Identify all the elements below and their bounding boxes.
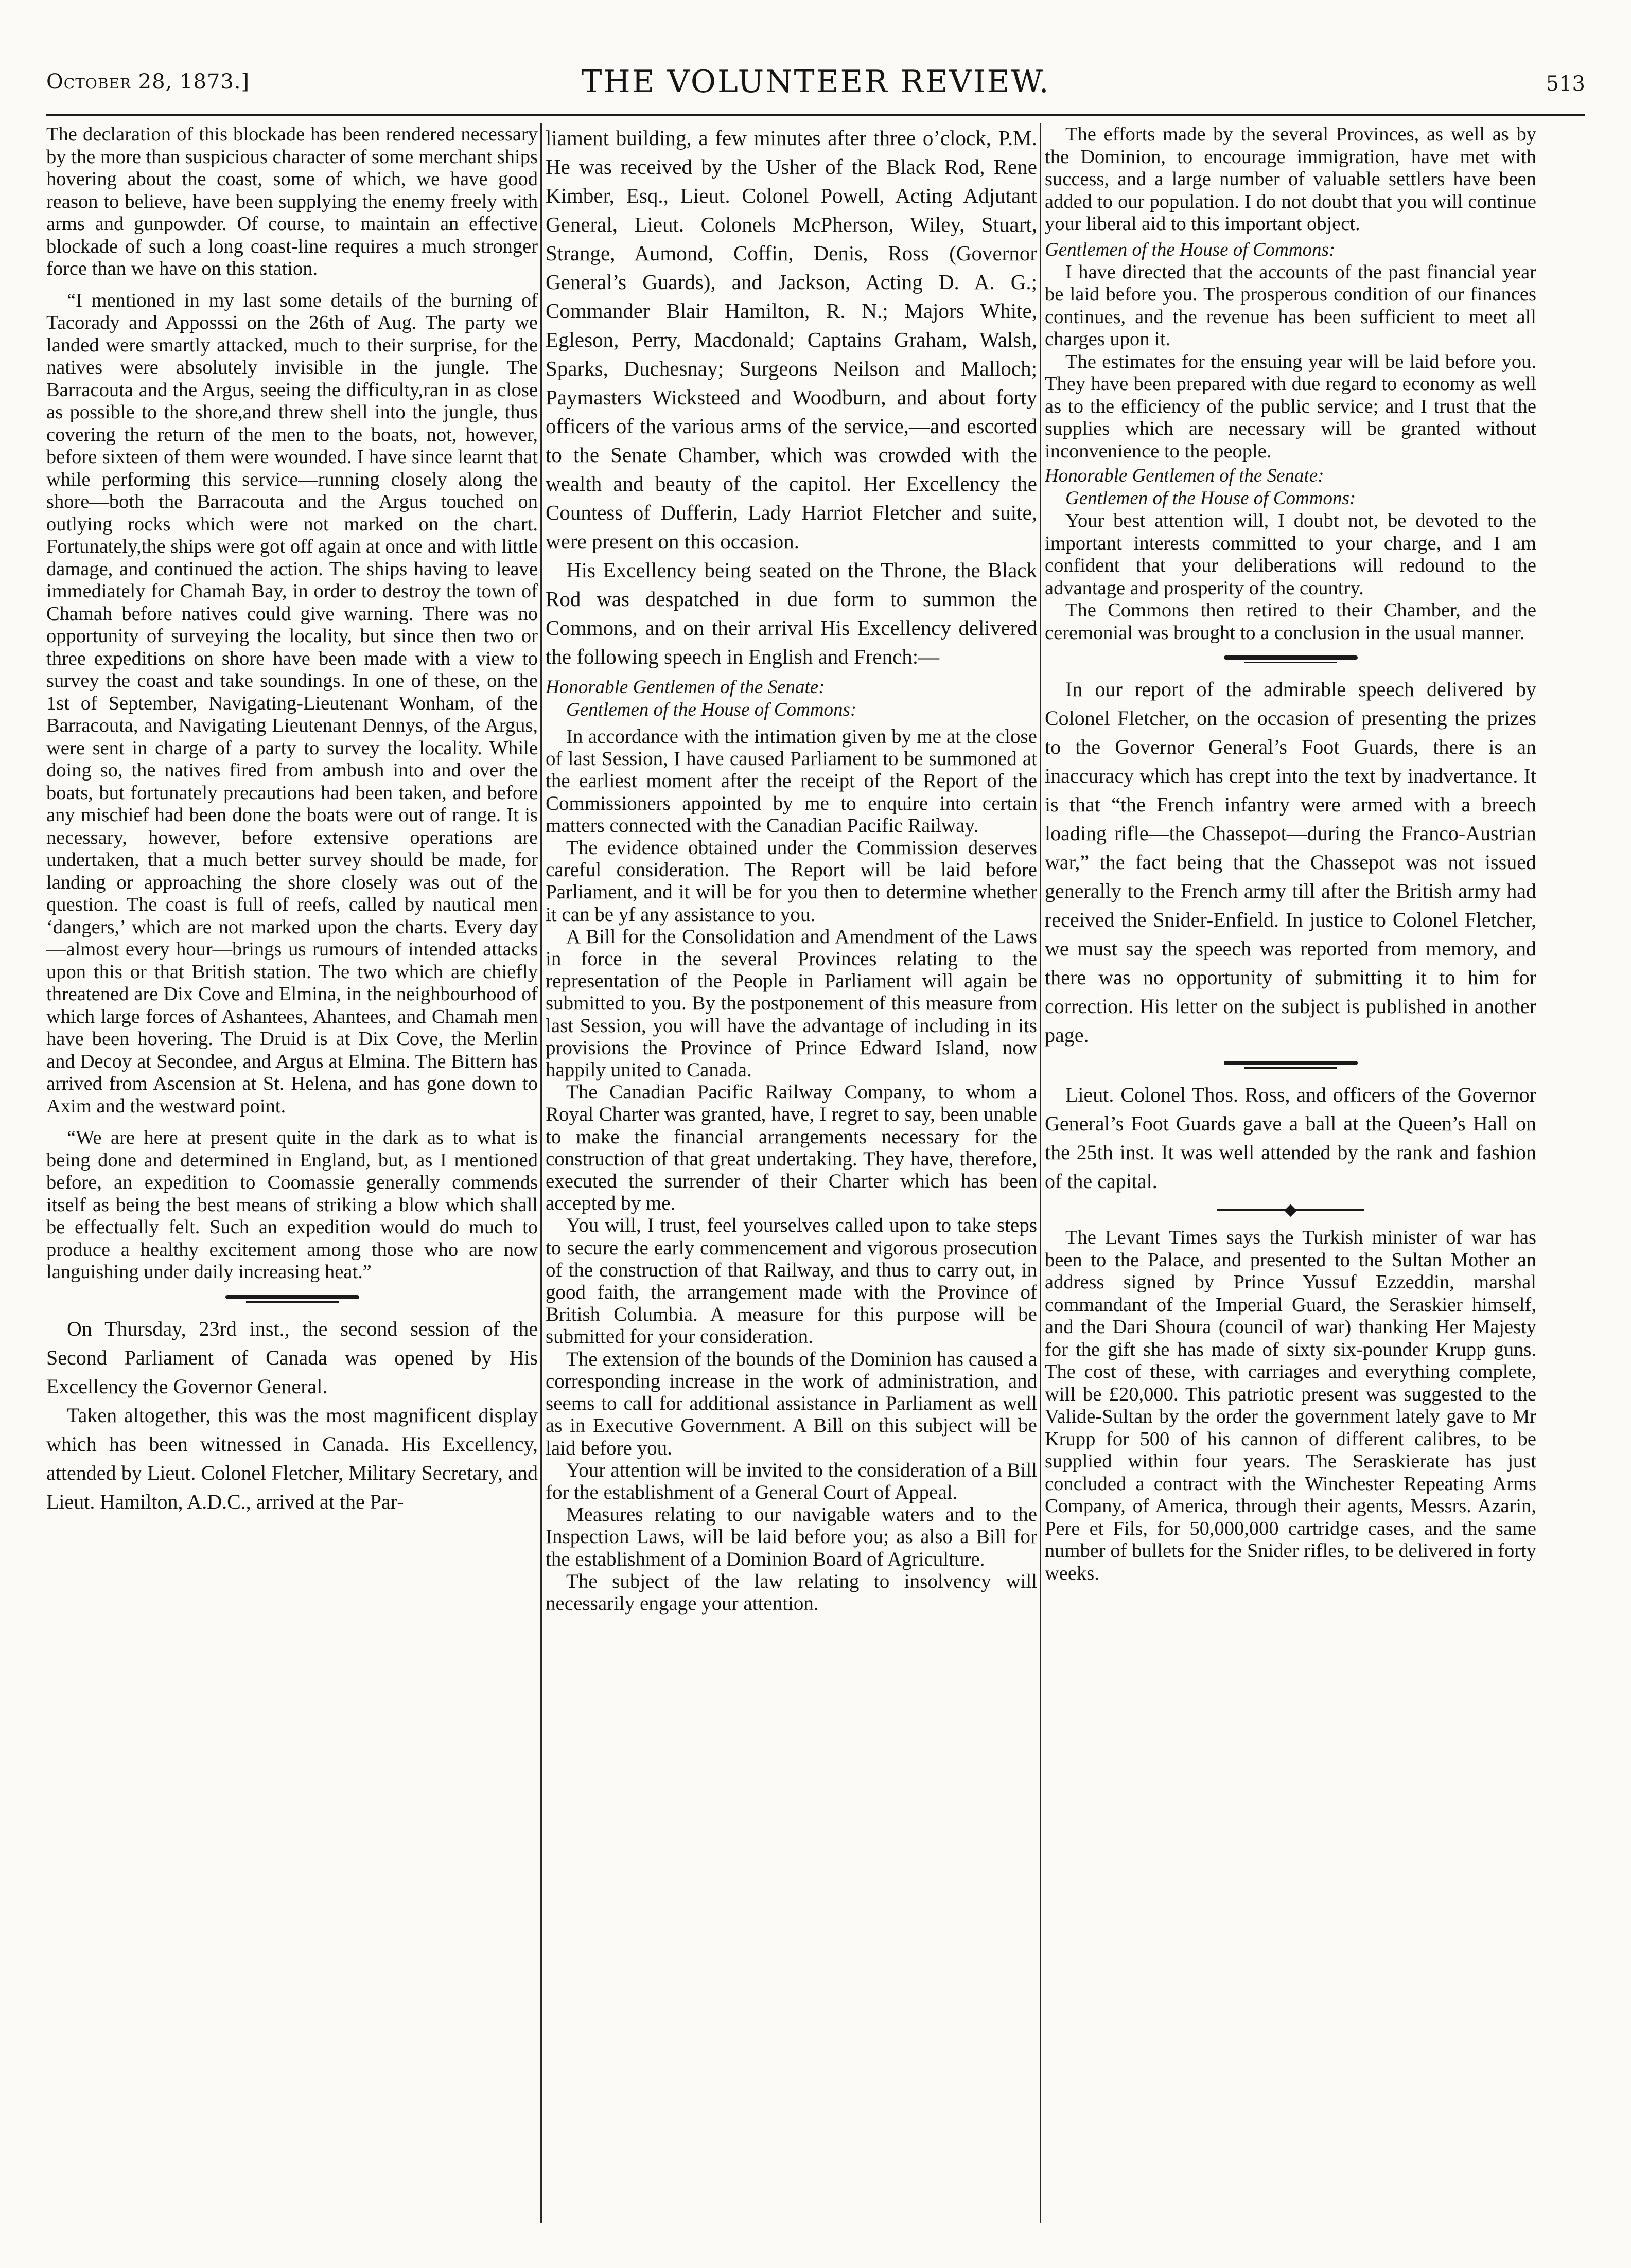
speech-paragraph: A Bill for the Consolidation and Amendment of the Laws in force in the several Provinces relating to the representation of the People in Parliament will again be submitted to you. By the postponement of this measure from last Session, you will have the advantage of including in its provisions the Province of Prince Edward Island, now happily united to Canada. <box>546 925 1037 1082</box>
section-separator <box>46 1284 538 1315</box>
article-paragraph: The Levant Times says the Turkish minister of war has been to the Palace, and presented to the Sultan Mother an address signed by Prince Yussuf Ezzeddin, marshal commandant of the Imperial Guard, the Seraskier himself, and the Dari Shoura (council of war) thanking Her Majesty for the gift she has made of sixty six-pounder Krupp guns. The cost of these, with carriages and everything complete, will be £20,000. This patriotic present was suggested to the Valide-Sultan by the order the government lately gave to Mr Krupp for 500 of his cannon of different calibres, to be supplied within four years. The Seraskierate has just concluded a contract with the Winchester Repeating Arms Company, of America, through their agents, Messrs. Azarin, Pere et Fils, for 50,000,000 cartridge cases, and the same number of bullets for the Snider rifles, to be delivered in forty weeks. <box>1045 1227 1536 1584</box>
speech-paragraph: The subject of the law relating to insolvency will necessarily engage your attention. <box>546 1570 1037 1615</box>
page-number: 513 <box>1546 72 1585 96</box>
page-header <box>46 61 1585 107</box>
article-paragraph: In our report of the admirable speech delivered by Colonel Fletcher, on the occasion of presenting the prizes to the Governor General’s Foot Guards, there is an inaccuracy which has crept into the text by inadvertance. It is that “the French infantry were armed with a breech loading rifle—the Chassepot—during the Franco-Austrian war,” the fact being that the Chassepot was not issued generally to the French army till after the British army had received the Snider-Enfield. In justice to Colonel Fletcher, we must say the speech was reported from memory, and there was no opportunity of submitting it to him for correction. His letter on the subject is published in another page. <box>1045 678 1536 1047</box>
speech-salutation: Gentlemen of the House of Commons: <box>1045 239 1336 260</box>
article-paragraph: Taken altogether, this was the most magnificent display which has been witnessed in Canada. His Excellency, attended by Lieut. Colonel Fletcher, Military Secretary, and Lieut. Hamilton, A.D.C., arrived at the Par- <box>46 1403 538 1513</box>
speech-paragraph: I have directed that the accounts of the past financial year be laid before you. The prosperous condition of our finances continues, and the revenue has been sufficient to meet all charges upon it. <box>1045 261 1536 350</box>
speech-paragraph: Your attention will be invited to the consideration of a Bill for the establishment of a General Court of Appeal. <box>546 1459 1037 1503</box>
article-paragraph: The declaration of this blockade has been rendered necessary by the more than suspicious character of some merchant ships hovering about the coast, some of which, we have good reason to believe, have been supplying the enemy freely with arms and gunpowder. Of course, to maintain an effective blockade of such a long coast-line requires a much stronger force than we have on this station. <box>46 123 538 279</box>
speech-paragraph: The efforts made by the several Provinces, as well as by the Dominion, to encourage immigration, have met with success, and a large number of valuable settlers have been added to our population. I do not doubt that you will continue your liberal aid to this important object. <box>1045 123 1536 235</box>
speech-paragraph: The evidence obtained under the Commission deserves careful consideration. The Report will be laid before Parliament, and it will be for you then to determine whether it can be yf any assistance to you. <box>546 837 1037 926</box>
speech-salutation: Honorable Gentlemen of the Senate: <box>1045 465 1324 486</box>
speech-paragraph: Your best attention will, I doubt not, be devoted to the important interests committed to your charge, and I am confident that your deliberations will redound to the advantage and prosperity of the country. <box>1045 510 1536 599</box>
column-left <box>46 123 538 2223</box>
article-paragraph: On Thursday, 23rd inst., the second session of the Second Parliament of Canada was opened by His Excellency the Governor General. <box>46 1317 538 1398</box>
diamond-ornament-icon: ◆ <box>1284 1199 1297 1219</box>
speech-paragraph: The Canadian Pacific Railway Company, to whom a Royal Charter was granted, have, I regret to say, been unable to make the financial arrangements necessary for the construction of that great undertaking. They have, therefore, executed the surrender of their Charter which has been accepted by me. <box>546 1081 1037 1215</box>
column-divider <box>540 123 542 2223</box>
speech-salutation: Honorable Gentlemen of the Senate: <box>546 677 825 698</box>
speech-paragraph: In accordance with the intimation given by me at the close of last Session, I have caused Parliament to be summoned at the earliest moment after the receipt of the Report of the Commissioners appointed by me to enquire into certain matters connected with the Canadian Pacific Railway. <box>546 725 1037 837</box>
column-divider <box>1040 123 1041 2223</box>
section-separator <box>1045 1196 1536 1227</box>
speech-paragraph: The estimates for the ensuing year will be laid before you. They have been prepared with due regard to economy as well as to the efficiency of the public service; and I trust that the supplies which are necessary will be granted without inconvenience to the people. <box>1045 350 1536 462</box>
speech-salutation: Gentlemen of the House of Commons: <box>566 699 857 720</box>
speech-paragraph: The extension of the bounds of the Dominion has caused a corresponding increase in the work of administration, and seems to call for additional assistance in Parliament as well as in Executive Government. A Bill on this subject will be laid before you. <box>546 1348 1037 1459</box>
article-paragraph: “We are here at present quite in the dark as to what is being done and determined in England, but, as I mentioned before, an expedition to Coomassie generally commends itself as being the best means of striking a blow which shall be effectually felt. Such an expedition would do much to produce a healthy excitement among those who are now languishing under daily increasing heat.” <box>46 1127 538 1283</box>
publication-title: THE VOLUNTEER REVIEW. <box>581 64 1050 100</box>
article-paragraph: liament building, a few minutes after three o’clock, P.M. He was received by the Usher of the Black Rod, Rene Kimber, Esq., Lieut. Colonel Powell, Acting Adjutant General, Lieut. Colonels McPherson, Wiley, Stuart, Strange, Aumond, Coffin, Denis, Ross (Governor General’s Guards), and Jackson, Acting D. A. G.; Commander Blair Hamilton, R. N.; Majors White, Egleson, Perry, Macdonald; Captains Graham, Walsh, Sparks, Duchesnay; Surgeons Neilson and Malloch; Paymasters Wicksteed and Woodburn, and about forty officers of the various arms of the service,—and escorted to the Senate Chamber, which was crowded with the wealth and beauty of the capitol. Her Excellency the Countess of Dufferin, Lady Harriot Fletcher and suite, were present on this occasion. <box>546 126 1037 553</box>
article-paragraph: Lieut. Colonel Thos. Ross, and officers of the Governor General’s Foot Guards gave a ball at the Queen’s Hall on the 25th inst. It was well attended by the rank and fashion of the capital. <box>1045 1083 1536 1193</box>
section-separator <box>1045 644 1536 675</box>
article-paragraph: “I mentioned in my last some details of the burning of Tacorady and Apposssi on the 26th of Aug. The party we landed were smartly attacked, much to their surprise, for the natives were absolutely invisible in the jungle. The Barracouta and the Argus, seeing the difficulty,ran in as close as possible to the shore,and threw shell into the jungle, thus covering the return of the men to the boats, not, however, before sixteen of them were wounded. I have since learnt that while performing this service—running closely along the shore—both the Barracouta and the Argus touched on outlying rocks which were not marked on the chart. Fortunately,the ships were got off again at once and with little damage, and continued the action. The ships having to leave immediately for Chamah Bay, in order to destroy the town of Chamah before natives could give warning. There was no opportunity of surveying the locality, but since then two or three expeditions on shore have been made with a view to survey the coast and take soundings. In one of these, on the 1st of September, Navigating-Lieutenant Wonham, of the Barracouta, and Navigating Lieutenant Dennys, of the Argus, were sent in charge of a party to survey the locality. While doing so, the natives fired from ambush into and over the boats, but fortunately precautions had been taken, and before any mischief had been done the boats were out of range. It is necessary, however, before extensive operations are undertaken, that a much better survey should be made, for landing or approaching the shore closely was out of the question. The coast is full of reefs, called by nautical men ‘dangers,’ which are not marked upon the charts. Every day—almost every hour—brings us rumours of intended attacks upon this or that British station. The two which are chiefly threatened are Dix Cove and Elmina, in the neighbourhood of which large forces of Ashantees, Ahantees, and Chamah men have been hovering. The Druid is at Dix Cove, the Merlin and Decoy at Secondee, and Argus at Elmina. The Bittern has arrived from Ascension at St. Helena, and has gone down to Axim and the westward point. <box>46 289 538 1117</box>
column-right <box>1045 123 1536 2223</box>
section-separator <box>1045 1050 1536 1080</box>
speech-paragraph: The Commons then retired to their Chamber, and the ceremonial was brought to a conclusion in the usual manner. <box>1045 599 1536 644</box>
speech-paragraph: You will, I trust, feel yourselves called upon to take steps to secure the early commencement and vigorous prosecution of the construction of that Railway, and thus to carry out, in good faith, the arrangement made with the Province of British Columbia. A measure for this purpose will be submitted for your consideration. <box>546 1214 1037 1348</box>
speech-paragraph: Measures relating to our navigable waters and to the Inspection Laws, will be laid before you; as also a Bill for the establishment of a Dominion Board of Agriculture. <box>546 1503 1037 1570</box>
article-paragraph: His Excellency being seated on the Throne, the Black Rod was despatched in due form to summon the Commons, and on their arrival His Excellency delivered the following speech in English and French:— <box>546 558 1037 668</box>
header-rule <box>46 114 1585 116</box>
column-middle <box>546 123 1037 2223</box>
speech-salutation: Gentlemen of the House of Commons: <box>1065 488 1356 509</box>
issue-date: October 28, 1873.] <box>46 70 250 94</box>
